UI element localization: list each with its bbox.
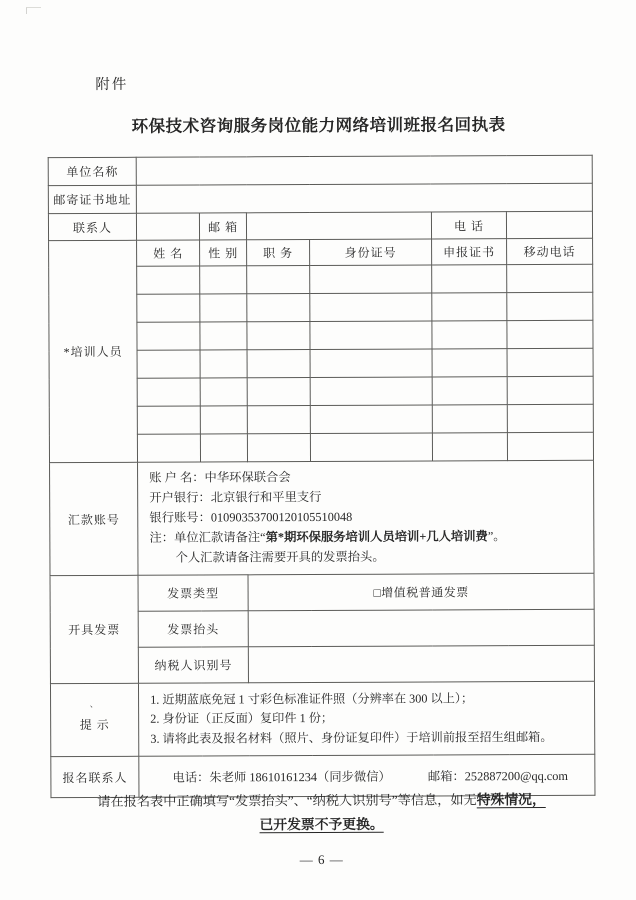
trainee-cell — [200, 294, 247, 322]
row-trainee-header — [49, 238, 593, 266]
invoice-title-label: 发票抬头 — [138, 611, 248, 647]
trainee-cell — [137, 266, 200, 294]
trainee-cell — [507, 320, 593, 348]
trainee-cell — [137, 406, 200, 434]
remittance-label: 汇款账号 — [50, 462, 139, 575]
attachment-label: 附件 — [95, 76, 129, 93]
trainee-cell — [200, 322, 247, 350]
trainee-cell — [310, 321, 432, 350]
trainee-cell — [201, 434, 248, 462]
footer-note — [3, 788, 636, 839]
row-invoice-type — [50, 573, 594, 611]
tips-mark: 、 — [89, 698, 100, 709]
trainee-cell — [247, 322, 310, 350]
row-unit-name — [48, 155, 592, 185]
trainee-cell — [137, 378, 200, 406]
trainee-cell — [507, 264, 593, 292]
trainee-cell — [310, 265, 432, 294]
trainee-cell — [247, 294, 310, 322]
trainee-cell — [310, 433, 432, 462]
trainee-cell — [432, 349, 507, 377]
document-title: 环保技术咨询服务岗位能力网络培训班报名回执表 — [131, 115, 506, 136]
col-gender: 性 别 — [200, 240, 247, 266]
tips-content-cell — [139, 681, 595, 756]
mail-address-label: 邮寄证书地址 — [48, 185, 136, 213]
mail-address-field — [136, 183, 592, 213]
row-contact — [48, 211, 592, 240]
tips-label-cell — [50, 683, 138, 756]
trainee-cell — [138, 434, 201, 462]
row-mail-address — [48, 183, 592, 213]
contact-label: 联系人 — [48, 213, 136, 240]
trainee-cell — [432, 377, 507, 405]
trainee-cell — [507, 292, 593, 320]
tip-item: 2. 身份证（正反面）复印件 1 份； — [150, 711, 334, 726]
registration-contact-label: 报名联系人 — [51, 756, 139, 797]
trainee-cell — [200, 350, 247, 378]
trainee-cell — [200, 406, 247, 434]
trainee-cell — [200, 266, 247, 294]
row-tips — [50, 681, 594, 756]
trainee-cell — [137, 294, 200, 322]
trainee-cell — [137, 350, 200, 378]
footer-note-text: 请在报名表中正确填写“发票抬头”、“纳税人识别号”等信息，如无 — [97, 792, 477, 809]
trainees-label: *培训人员 — [49, 240, 138, 462]
trainee-cell — [310, 405, 432, 434]
trainee-cell — [247, 378, 310, 406]
trainee-cell — [137, 322, 200, 350]
remit-account-name: 账 户 名：中华环保联合会 — [149, 470, 291, 485]
taxpayer-id-label: 纳税人识别号 — [138, 647, 248, 683]
registration-phone: 电话：朱老师 18610161234（同步微信） — [172, 769, 391, 785]
trainee-cell — [432, 293, 507, 321]
trainee-cell — [310, 293, 432, 322]
footer-note-emphasis-2: 已开发票不予更换。 — [259, 816, 384, 833]
col-name: 姓 名 — [137, 240, 200, 266]
trainee-cell — [507, 348, 593, 376]
trainee-cell — [310, 349, 432, 378]
trainee-cell — [200, 378, 247, 406]
unit-name-field — [136, 155, 592, 185]
col-id-number: 身份证号 — [310, 239, 432, 266]
invoice-label: 开具发票 — [50, 575, 139, 683]
row-remittance — [50, 460, 594, 575]
remit-account-no: 银行账号：01090353700120105510048 — [149, 509, 353, 525]
trainee-cell — [247, 434, 310, 462]
contact-name-field — [137, 213, 200, 240]
col-mobile: 移动电话 — [507, 238, 593, 264]
trainee-cell — [247, 266, 310, 294]
invoice-type-value — [248, 573, 594, 611]
remittance-details — [138, 460, 594, 575]
registration-form-table — [48, 155, 596, 798]
taxpayer-id-field — [248, 645, 594, 683]
unit-name-label: 单位名称 — [48, 157, 136, 185]
trainee-cell — [247, 406, 310, 434]
trainee-cell — [432, 265, 507, 293]
tip-item: 1. 近期蓝底免冠 1 寸彩色标准证件照（分辨率在 300 以上）； — [150, 691, 474, 707]
footer-note-emphasis-1: 特殊情况， — [476, 792, 546, 808]
email-field — [246, 212, 431, 240]
email-label: 邮 箱 — [200, 213, 247, 240]
tips-label: 提 示 — [79, 717, 110, 732]
trainee-cell — [507, 376, 593, 404]
remit-note-bold: 第*期环保服务培训人员培训+几人培训费 — [265, 529, 488, 545]
remit-note-line2: 个人汇款请备注需要开具的发票抬头。 — [175, 549, 385, 565]
phone-field — [506, 211, 592, 238]
tip-item: 3. 请将此表及报名材料（照片、身份证复印件）于培训前报至招生组邮箱。 — [150, 729, 553, 746]
invoice-title-field — [248, 609, 594, 647]
remit-bank: 开户银行：北京银行和平里支行 — [149, 490, 322, 505]
col-certificate: 申报证书 — [431, 239, 506, 265]
remit-note-line1: 注：单位汇款请备注“第*期环保服务培训人员培训+几人培训费”。 — [149, 529, 506, 545]
scan-edge-artifact — [26, 7, 41, 14]
col-position: 职 务 — [247, 240, 310, 266]
invoice-type-label: 发票类型 — [138, 575, 248, 611]
trainee-cell — [507, 432, 593, 460]
trainee-cell — [432, 321, 507, 349]
trainee-cell — [432, 405, 507, 433]
trainee-cell — [247, 350, 310, 378]
trainee-cell — [310, 377, 432, 406]
phone-label: 电 话 — [431, 212, 506, 239]
trainee-cell — [507, 404, 593, 432]
page-number: — 6 — — [299, 851, 344, 868]
checkbox-vat-ordinary-invoice: □增值税普通发票 — [373, 585, 469, 600]
registration-email: 邮箱：252887200@qq.com — [427, 768, 568, 784]
trainee-cell — [432, 433, 507, 461]
